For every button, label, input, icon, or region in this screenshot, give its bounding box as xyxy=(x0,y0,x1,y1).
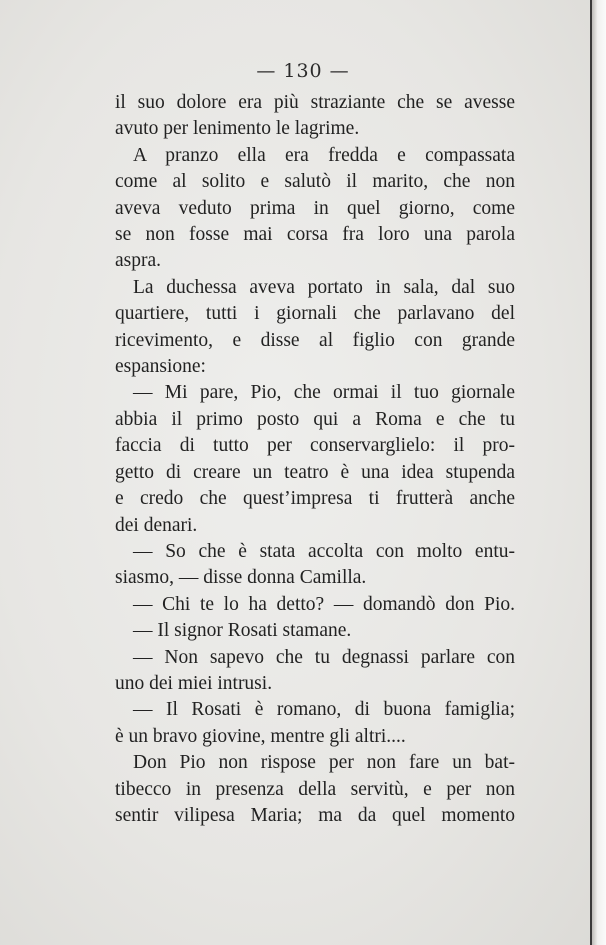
text-line: ricevimento, e disse al figlio con grande xyxy=(115,329,515,351)
text-line: — Il Rosati è romano, di buona famiglia; xyxy=(133,699,515,721)
text-line: abbia il primo posto qui a Roma e che tu xyxy=(115,408,515,430)
text-line: è un bravo giovine, mentre gli altri.... xyxy=(115,725,406,747)
page-edge xyxy=(590,0,606,945)
text-line: aspra. xyxy=(115,250,162,272)
text-line: faccia di tutto per conservarglielo: il pro- xyxy=(115,435,515,457)
text-line: il suo dolore era più straziante che se avesse xyxy=(115,92,515,113)
text-line: tibecco in presenza della servitù, e per non xyxy=(115,778,515,800)
text-line: A pranzo ella era fredda e compassata xyxy=(133,144,515,166)
page-number: — 130 — xyxy=(256,60,350,82)
text-line: sentir vilipesa Maria; ma da quel momento xyxy=(115,804,515,826)
body-text xyxy=(115,90,515,829)
text-line: Don Pio non rispose per non fare un bat- xyxy=(133,752,515,774)
text-line: getto di creare un teatro è una idea stupenda xyxy=(115,461,515,483)
text-line: — Chi te lo ha detto? — domandò don Pio. xyxy=(133,593,515,615)
text-line: e credo che quest’impresa ti frutterà anche xyxy=(115,488,515,510)
text-line: aveva veduto prima in quel giorno, come xyxy=(115,197,515,219)
text-line: — So che è stata accolta con molto entu- xyxy=(133,540,515,562)
text-line: uno dei miei intrusi. xyxy=(115,672,273,694)
text-line: — Non sapevo che tu degnassi parlare con xyxy=(133,646,515,668)
text-line: siasmo, — disse donna Camilla. xyxy=(115,567,367,589)
text-line: se non fosse mai corsa fra loro una parola xyxy=(115,224,515,246)
text-line: La duchessa aveva portato in sala, dal suo xyxy=(133,276,515,298)
text-line: come al solito e salutò il marito, che non xyxy=(115,171,515,193)
text-line: quartiere, tutti i giornali che parlavano del xyxy=(115,303,515,325)
text-line: — Il signor Rosati stamane. xyxy=(133,620,352,642)
text-line: avuto per lenimento le lagrime. xyxy=(115,118,360,140)
text-line: — Mi pare, Pio, che ormai il tuo giornale xyxy=(133,382,515,404)
text-line: espansione: xyxy=(115,356,206,378)
text-line: dei denari. xyxy=(115,514,198,536)
